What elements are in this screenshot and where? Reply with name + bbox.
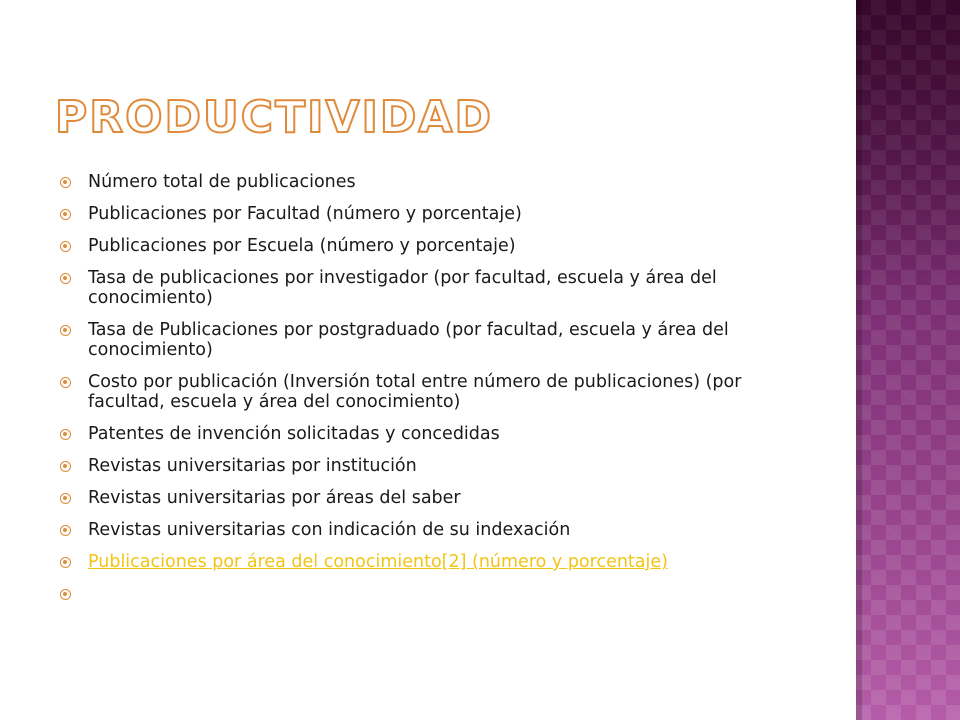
circle-bullet-icon [60, 461, 71, 472]
circle-bullet-icon [60, 177, 71, 188]
circle-bullet-icon [60, 325, 71, 336]
bullet-item [60, 172, 780, 192]
circle-bullet-icon [60, 557, 71, 568]
bullet-text-empty [88, 584, 780, 604]
bullet-text: Número total de publicaciones [88, 172, 356, 192]
bullet-text: Publicaciones por Facultad (número y porcentaje) [88, 204, 522, 224]
bullet-item [60, 236, 780, 256]
bullet-text: Publicaciones por Escuela (número y porcentaje) [88, 236, 516, 256]
bullet-text: Revistas universitarias por áreas del saber [88, 488, 461, 508]
bullet-text: Tasa de publicaciones por investigador (por facultad, escuela y área del conocimiento) [88, 268, 717, 308]
bullet-list [60, 172, 780, 616]
bullet-text: Costo por publicación (Inversión total entre número de publicaciones) (por facultad, escuela y área del conocimiento) [88, 372, 742, 412]
circle-bullet-icon [60, 273, 71, 284]
decorative-side-panel [856, 0, 960, 720]
circle-bullet-icon [60, 209, 71, 220]
bullet-item [60, 372, 780, 412]
bullet-item [60, 424, 780, 444]
bullet-text: Patentes de invención solicitadas y concedidas [88, 424, 500, 444]
bullet-text: Tasa de Publicaciones por postgraduado (por facultad, escuela y área del conocimiento) [88, 320, 729, 360]
circle-bullet-icon [60, 429, 71, 440]
bullet-item [60, 204, 780, 224]
circle-bullet-icon [60, 589, 71, 600]
circle-bullet-icon [60, 525, 71, 536]
bullet-item [60, 488, 780, 508]
circle-bullet-icon [60, 377, 71, 388]
slide-title: PRODUCTIVIDAD [55, 92, 493, 143]
bullet-item [60, 456, 780, 476]
bullet-text: Revistas universitarias por institución [88, 456, 417, 476]
bullet-item-link [60, 552, 780, 572]
bullet-item [60, 320, 780, 360]
circle-bullet-icon [60, 241, 71, 252]
bullet-text: Revistas universitarias con indicación de su indexación [88, 520, 571, 540]
circle-bullet-icon [60, 493, 71, 504]
bullet-item-empty [60, 584, 780, 604]
publicaciones-area-link[interactable]: Publicaciones por área del conocimiento[2] (número y porcentaje) [88, 552, 668, 572]
bullet-item [60, 520, 780, 540]
bullet-item [60, 268, 780, 308]
